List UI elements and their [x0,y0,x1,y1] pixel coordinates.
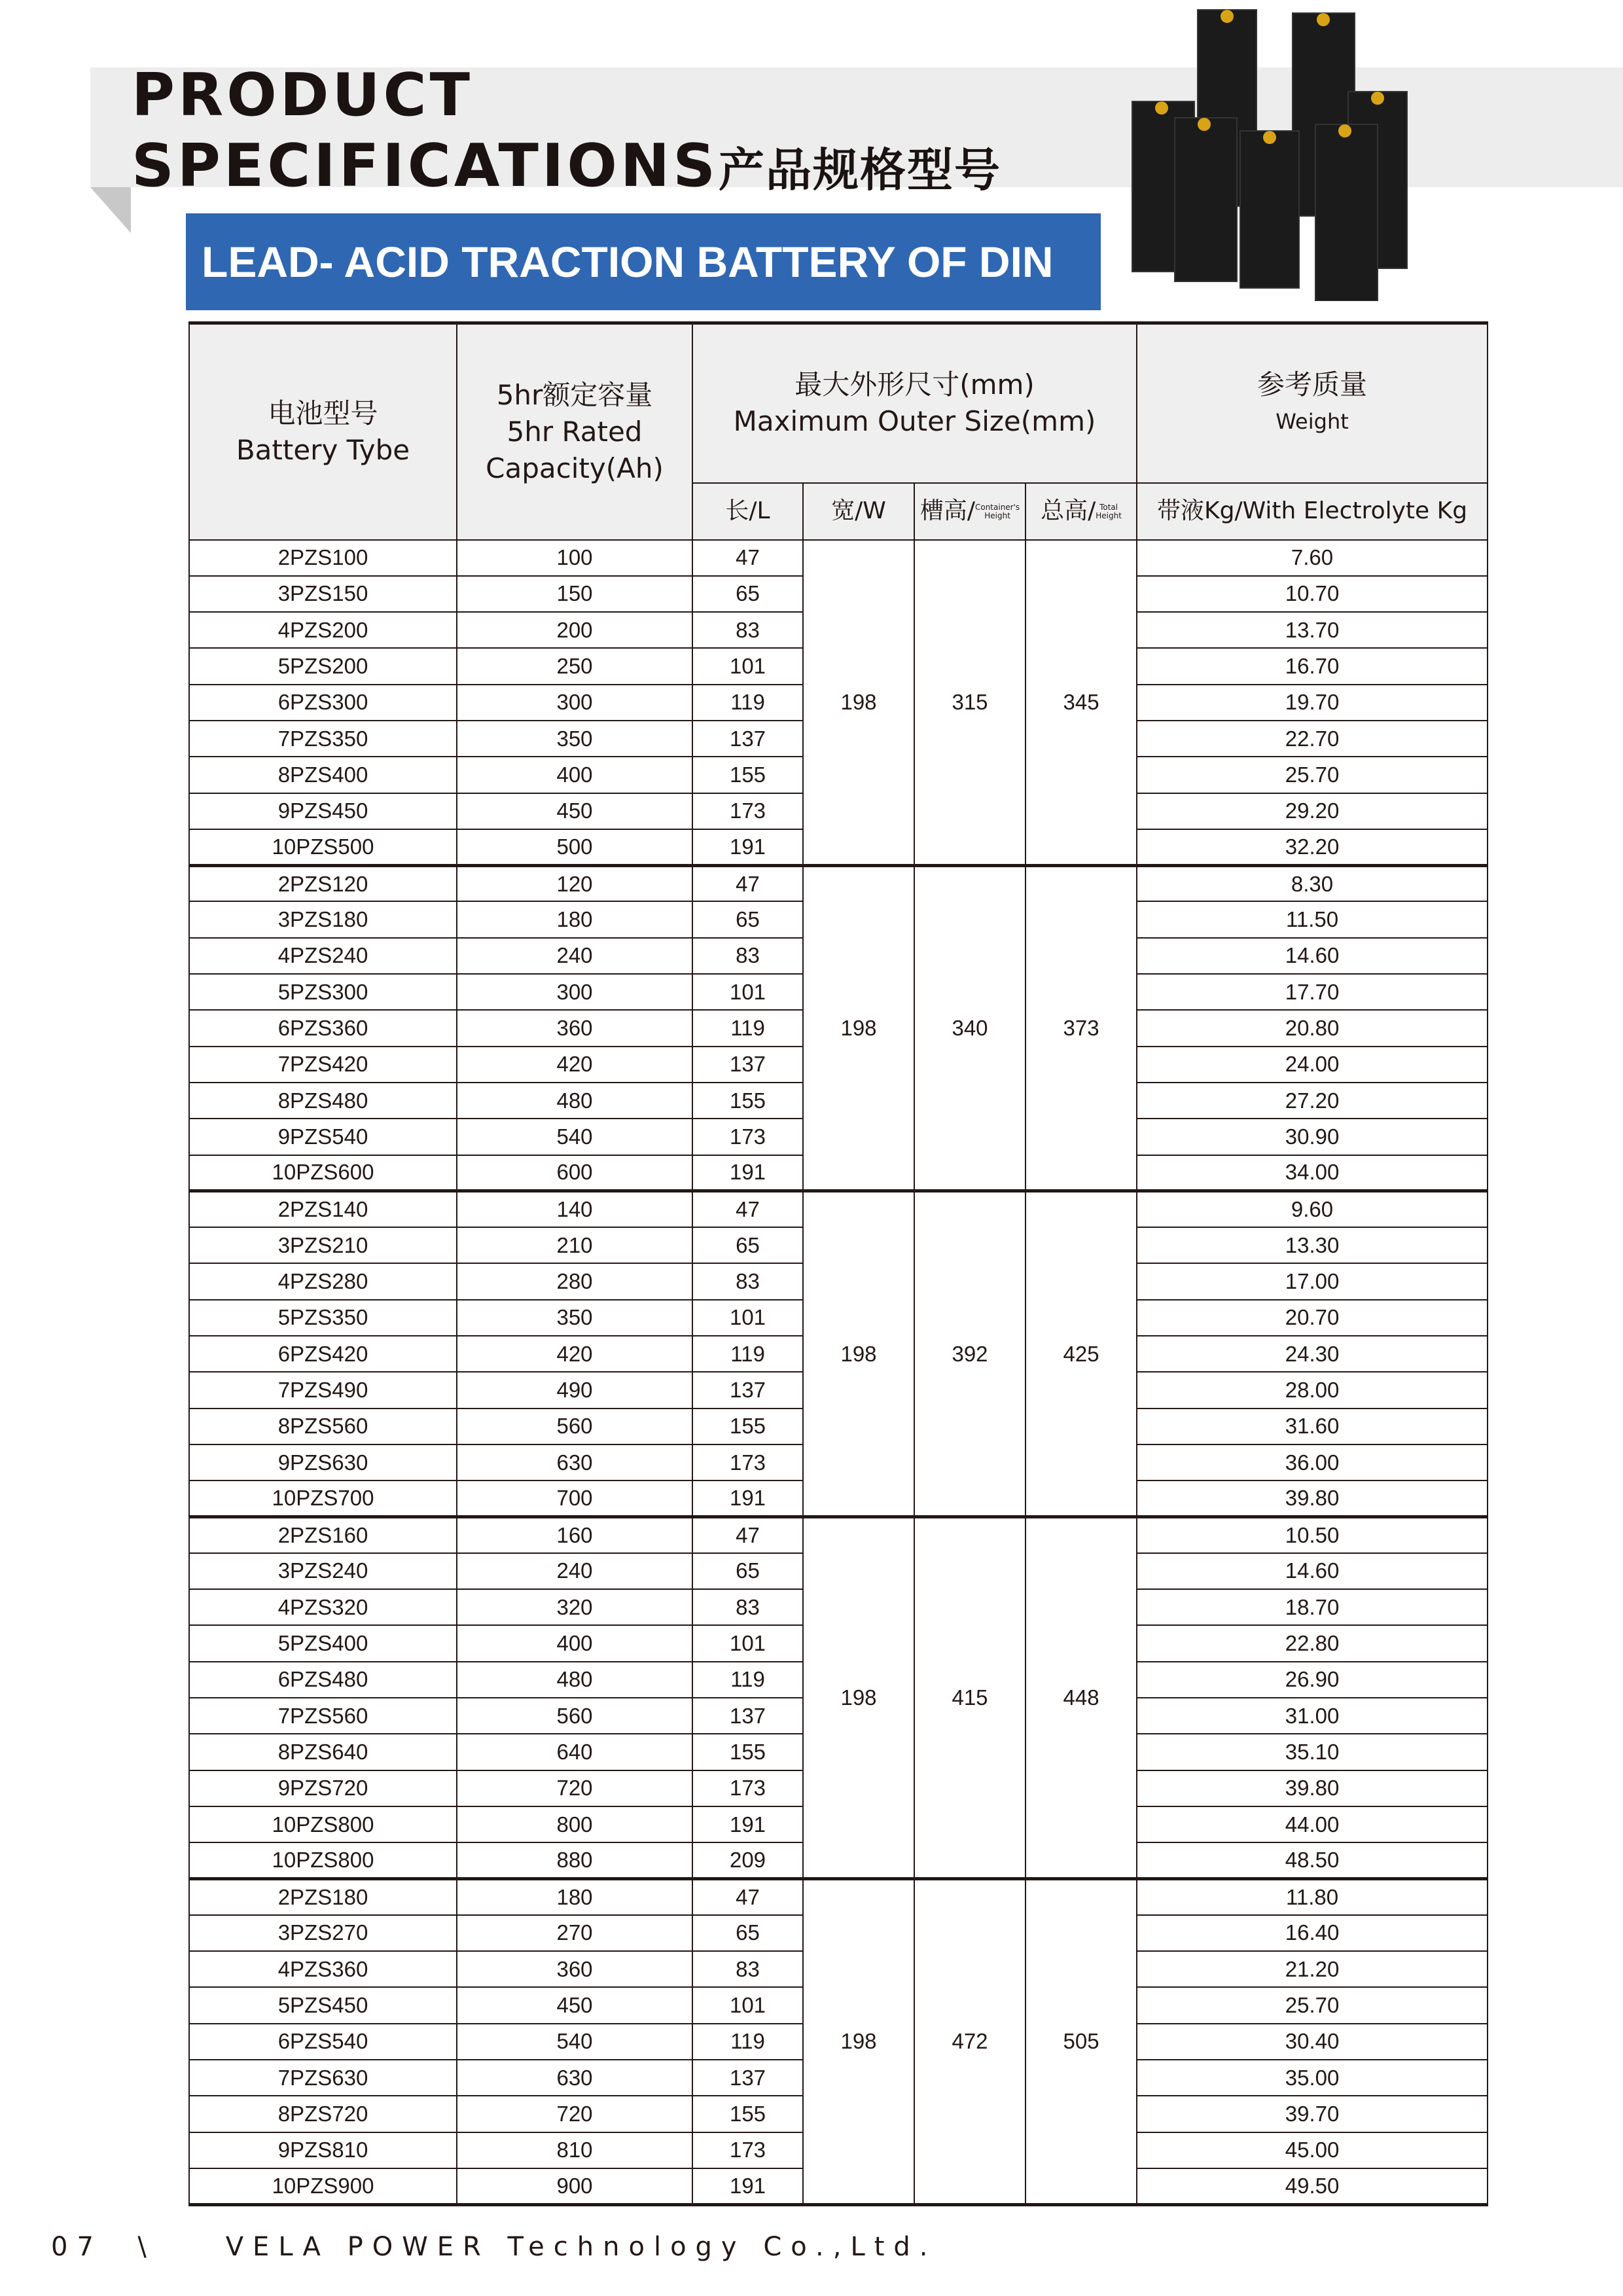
cell-capacity: 600 [457,1155,692,1191]
cell-model: 9PZS720 [189,1770,457,1806]
cell-capacity: 480 [457,1083,692,1119]
cell-width: 198 [803,540,914,866]
cell-length: 65 [692,1227,803,1263]
cell-model: 2PZS180 [189,1878,457,1914]
cell-model: 3PZS150 [189,576,457,612]
header-size [692,323,1137,483]
cell-model: 7PZS350 [189,721,457,757]
cap-cn: 5hr额定容量 [496,378,653,411]
cell-capacity: 280 [457,1263,692,1299]
cell-capacity: 900 [457,2168,692,2204]
spec-table-body [189,540,1488,2205]
cell-capacity: 720 [457,2096,692,2132]
cell-weight: 14.60 [1137,938,1488,974]
cell-container-height: 340 [914,865,1026,1191]
cell-length: 173 [692,793,803,829]
cell-weight: 10.50 [1137,1517,1488,1553]
cell-container-height: 472 [914,1878,1026,2204]
cell-weight: 8.30 [1137,865,1488,901]
cell-capacity: 240 [457,938,692,974]
cell-length: 155 [692,1083,803,1119]
cell-capacity: 800 [457,1806,692,1842]
cell-model: 10PZS600 [189,1155,457,1191]
cell-length: 65 [692,1915,803,1951]
cell-capacity: 350 [457,1300,692,1336]
cell-width: 198 [803,1517,914,1879]
ch-cn: 槽高/ [919,497,975,524]
cell-model: 4PZS360 [189,1951,457,1987]
cell-weight: 10.70 [1137,576,1488,612]
cell-weight: 39.80 [1137,1770,1488,1806]
cell-capacity: 360 [457,1010,692,1046]
cell-model: 5PZS450 [189,1987,457,2023]
cell-weight: 24.30 [1137,1336,1488,1372]
cell-model: 6PZS360 [189,1010,457,1046]
cell-length: 83 [692,938,803,974]
cell-weight: 21.20 [1137,1951,1488,1987]
cell-model: 5PZS200 [189,648,457,684]
table-row [189,1878,1488,1914]
cell-capacity: 420 [457,1047,692,1083]
cell-weight: 25.70 [1137,757,1488,793]
cell-model: 8PZS720 [189,2096,457,2132]
cell-length: 191 [692,2168,803,2204]
cell-weight: 17.70 [1137,974,1488,1010]
cell-weight: 18.70 [1137,1589,1488,1625]
cell-weight: 29.20 [1137,793,1488,829]
cell-weight: 44.00 [1137,1806,1488,1842]
cell-model: 5PZS350 [189,1300,457,1336]
title-line1: PRODUCT [132,61,474,130]
cell-length: 137 [692,1372,803,1408]
table-row [189,1191,1488,1227]
cell-length: 65 [692,576,803,612]
product-banner: LEAD- ACID TRACTION BATTERY OF DIN [186,213,1101,310]
cell-length: 191 [692,1806,803,1842]
cell-capacity: 180 [457,901,692,937]
cell-capacity: 450 [457,793,692,829]
cell-model: 10PZS900 [189,2168,457,2204]
cell-weight: 39.70 [1137,2096,1488,2132]
cell-length: 47 [692,1878,803,1914]
cell-model: 6PZS300 [189,685,457,721]
cell-total-height: 505 [1026,1878,1137,2204]
cell-capacity: 500 [457,829,692,865]
cell-total-height: 373 [1026,865,1137,1191]
page-title [132,60,1001,206]
cell-length: 173 [692,2132,803,2168]
cell-capacity: 350 [457,721,692,757]
table-row [189,540,1488,576]
cell-container-height: 415 [914,1517,1026,1879]
cell-model: 9PZS540 [189,1119,457,1155]
cell-capacity: 360 [457,1951,692,1987]
cell-model: 10PZS800 [189,1806,457,1842]
cell-total-height: 345 [1026,540,1137,866]
cell-weight: 35.00 [1137,2060,1488,2096]
cell-model: 7PZS420 [189,1047,457,1083]
cell-length: 101 [692,1625,803,1661]
cell-weight: 31.60 [1137,1408,1488,1444]
cell-weight: 26.90 [1137,1662,1488,1698]
cell-length: 83 [692,1589,803,1625]
cell-capacity: 880 [457,1842,692,1878]
cell-length: 101 [692,974,803,1010]
weight-cn: 参考质量 [1257,368,1368,401]
cell-model: 10PZS800 [189,1842,457,1878]
cell-capacity: 320 [457,1589,692,1625]
cell-weight: 27.20 [1137,1083,1488,1119]
cell-weight: 16.70 [1137,648,1488,684]
title-line2: SPECIFICATIONS [132,132,719,200]
cell-width: 198 [803,1191,914,1517]
cell-capacity: 200 [457,612,692,648]
cell-weight: 34.00 [1137,1155,1488,1191]
cell-capacity: 300 [457,685,692,721]
cell-weight: 9.60 [1137,1191,1488,1227]
header-capacity [457,323,692,540]
header-width: 宽/W [803,483,914,540]
table-row [189,865,1488,901]
th-en2: Height [1096,511,1122,520]
cell-length: 191 [692,829,803,865]
cell-weight: 36.00 [1137,1444,1488,1480]
cell-width: 198 [803,865,914,1191]
cell-weight: 11.80 [1137,1878,1488,1914]
size-cn: 最大外形尺寸(mm) [794,368,1035,401]
cell-total-height: 425 [1026,1191,1137,1517]
cell-capacity: 630 [457,2060,692,2096]
cell-weight: 31.00 [1137,1698,1488,1734]
cell-length: 173 [692,1444,803,1480]
cell-length: 101 [692,648,803,684]
cell-model: 2PZS100 [189,540,457,576]
cell-capacity: 560 [457,1408,692,1444]
cell-length: 83 [692,1263,803,1299]
cell-model: 5PZS400 [189,1625,457,1661]
cell-length: 119 [692,1010,803,1046]
cell-model: 7PZS490 [189,1372,457,1408]
cell-capacity: 450 [457,1987,692,2023]
cell-capacity: 420 [457,1336,692,1372]
cell-weight: 13.70 [1137,612,1488,648]
cell-weight: 30.40 [1137,2024,1488,2060]
cell-weight: 20.70 [1137,1300,1488,1336]
cell-length: 155 [692,1408,803,1444]
cell-weight: 24.00 [1137,1047,1488,1083]
th-en1: Total [1099,503,1118,512]
cell-weight: 30.90 [1137,1119,1488,1155]
cell-capacity: 400 [457,1625,692,1661]
cell-model: 3PZS180 [189,901,457,937]
cell-capacity: 720 [457,1770,692,1806]
cell-weight: 19.70 [1137,685,1488,721]
cell-container-height: 315 [914,540,1026,866]
cell-model: 8PZS640 [189,1734,457,1770]
cell-length: 47 [692,1517,803,1553]
cell-length: 119 [692,685,803,721]
weight-en: Weight [1275,409,1349,435]
th-cn: 总高/ [1041,497,1096,524]
cell-length: 155 [692,757,803,793]
model-en: Battery Tybe [236,433,410,466]
header-total-height [1026,483,1137,540]
company-name: VELA POWER Technology Co.,Ltd. [225,2232,937,2262]
model-cn: 电池型号 [268,397,378,429]
cell-length: 119 [692,1336,803,1372]
cell-weight: 13.30 [1137,1227,1488,1263]
cell-model: 9PZS630 [189,1444,457,1480]
cell-weight: 48.50 [1137,1842,1488,1878]
cell-model: 3PZS270 [189,1915,457,1951]
cell-weight: 45.00 [1137,2132,1488,2168]
cell-length: 173 [692,1119,803,1155]
cell-model: 6PZS540 [189,2024,457,2060]
cell-weight: 25.70 [1137,1987,1488,2023]
cell-weight: 28.00 [1137,1372,1488,1408]
cell-length: 83 [692,612,803,648]
cell-capacity: 540 [457,2024,692,2060]
cell-weight: 22.70 [1137,721,1488,757]
cell-weight: 49.50 [1137,2168,1488,2204]
cell-model: 4PZS240 [189,938,457,974]
cell-length: 155 [692,1734,803,1770]
cell-model: 4PZS200 [189,612,457,648]
cell-capacity: 700 [457,1480,692,1516]
table-row [189,1517,1488,1553]
cell-width: 198 [803,1878,914,2204]
cell-weight: 32.20 [1137,829,1488,865]
cell-model: 8PZS560 [189,1408,457,1444]
footer [51,2232,937,2262]
cell-capacity: 480 [457,1662,692,1698]
cell-capacity: 560 [457,1698,692,1734]
cell-length: 101 [692,1300,803,1336]
cell-length: 47 [692,1191,803,1227]
header-fold [90,187,131,233]
cell-capacity: 100 [457,540,692,576]
cell-length: 191 [692,1480,803,1516]
battery-product-image [1126,0,1440,301]
cell-capacity: 120 [457,865,692,901]
cell-weight: 35.10 [1137,1734,1488,1770]
cell-capacity: 400 [457,757,692,793]
cell-capacity: 540 [457,1119,692,1155]
cell-length: 47 [692,540,803,576]
header-length: 长/L [692,483,803,540]
header-container-height [914,483,1026,540]
cell-model: 9PZS810 [189,2132,457,2168]
cell-length: 83 [692,1951,803,1987]
cell-model: 2PZS140 [189,1191,457,1227]
size-en: Maximum Outer Size(mm) [733,405,1096,438]
cell-length: 65 [692,901,803,937]
cell-weight: 7.60 [1137,540,1488,576]
ch-en1: Container's [974,503,1020,512]
header-weight-electrolyte: 带液Kg/With Electrolyte Kg [1137,483,1488,540]
cell-weight: 11.50 [1137,901,1488,937]
cell-length: 191 [692,1155,803,1191]
spec-table [188,321,1488,2206]
cell-length: 119 [692,1662,803,1698]
cap-en2: Capacity(Ah) [486,452,664,484]
cell-weight: 16.40 [1137,1915,1488,1951]
cell-model: 10PZS700 [189,1480,457,1516]
cell-length: 119 [692,2024,803,2060]
cell-weight: 17.00 [1137,1263,1488,1299]
cell-model: 3PZS210 [189,1227,457,1263]
cell-weight: 14.60 [1137,1553,1488,1589]
cell-model: 5PZS300 [189,974,457,1010]
cell-length: 101 [692,1987,803,2023]
footer-separator: \ [137,2232,156,2262]
cell-capacity: 640 [457,1734,692,1770]
cell-model: 8PZS400 [189,757,457,793]
cell-total-height: 448 [1026,1517,1137,1879]
cell-model: 6PZS420 [189,1336,457,1372]
cell-model: 4PZS320 [189,1589,457,1625]
cell-model: 10PZS500 [189,829,457,865]
page-number: 07 [51,2232,103,2262]
cell-capacity: 210 [457,1227,692,1263]
cell-weight: 39.80 [1137,1480,1488,1516]
cell-model: 7PZS630 [189,2060,457,2096]
cell-model: 8PZS480 [189,1083,457,1119]
header-weight [1137,323,1488,483]
cell-model: 2PZS120 [189,865,457,901]
cell-capacity: 240 [457,1553,692,1589]
cell-capacity: 270 [457,1915,692,1951]
cell-length: 137 [692,2060,803,2096]
cell-length: 137 [692,1047,803,1083]
cell-length: 209 [692,1842,803,1878]
cell-length: 137 [692,721,803,757]
cell-capacity: 630 [457,1444,692,1480]
cell-length: 137 [692,1698,803,1734]
cap-en1: 5hr Rated [507,415,643,448]
title-cn: 产品规格型号 [719,143,1002,197]
header-model [189,323,457,540]
cell-capacity: 140 [457,1191,692,1227]
cell-model: 2PZS160 [189,1517,457,1553]
cell-capacity: 250 [457,648,692,684]
cell-capacity: 180 [457,1878,692,1914]
cell-model: 3PZS240 [189,1553,457,1589]
cell-weight: 20.80 [1137,1010,1488,1046]
cell-weight: 22.80 [1137,1625,1488,1661]
cell-model: 9PZS450 [189,793,457,829]
cell-model: 4PZS280 [189,1263,457,1299]
cell-length: 65 [692,1553,803,1589]
cell-capacity: 300 [457,974,692,1010]
cell-length: 155 [692,2096,803,2132]
cell-length: 173 [692,1770,803,1806]
cell-capacity: 160 [457,1517,692,1553]
cell-capacity: 490 [457,1372,692,1408]
cell-model: 6PZS480 [189,1662,457,1698]
cell-length: 47 [692,865,803,901]
cell-model: 7PZS560 [189,1698,457,1734]
cell-capacity: 810 [457,2132,692,2168]
cell-container-height: 392 [914,1191,1026,1517]
ch-en2: Height [984,511,1010,520]
cell-capacity: 150 [457,576,692,612]
